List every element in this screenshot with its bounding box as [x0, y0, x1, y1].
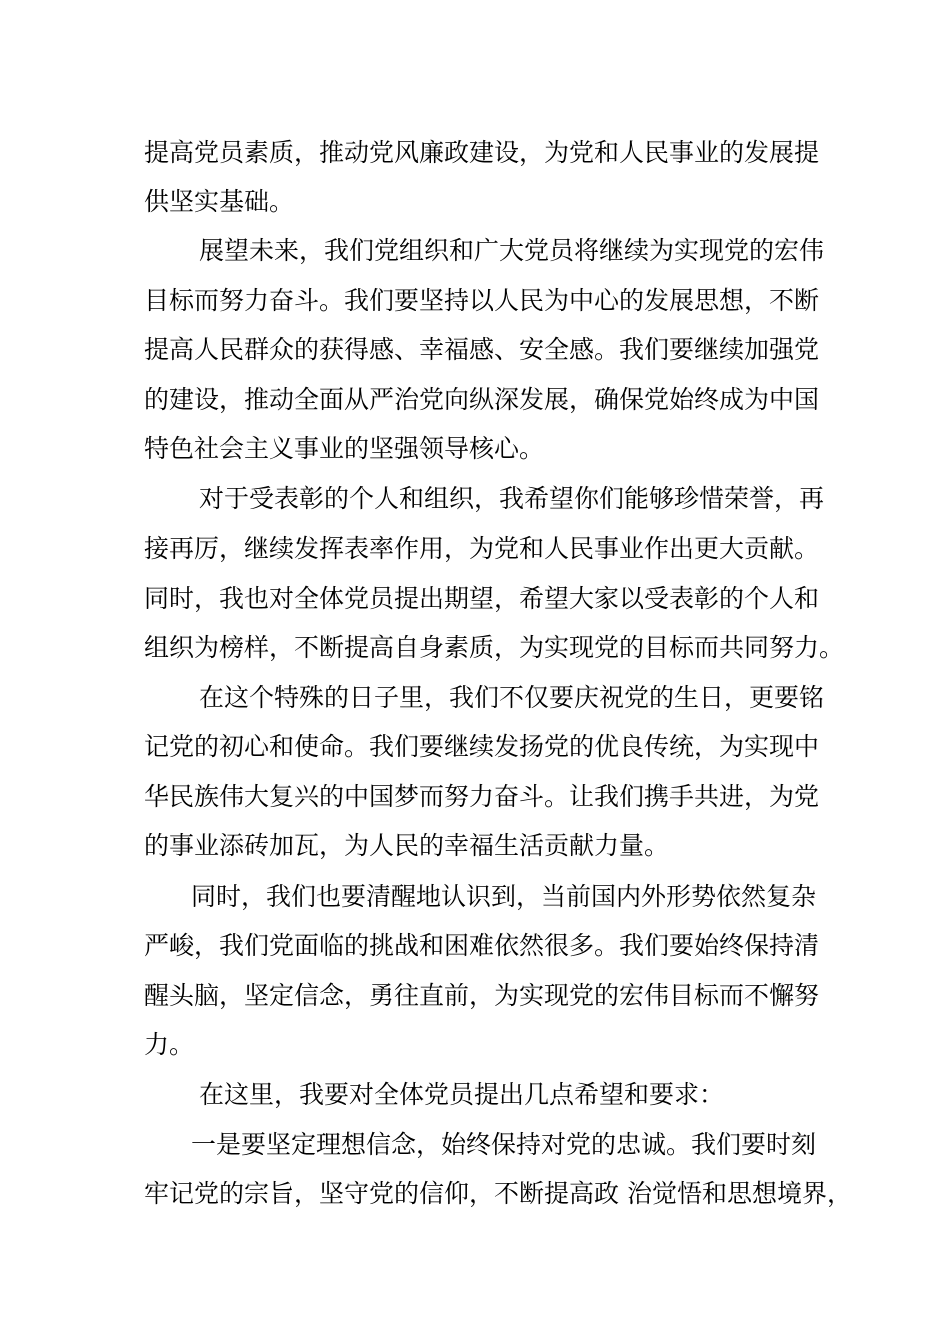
text-line: 记党的初心和使命。我们要继续发扬党的优良传统，为实现中	[144, 732, 820, 761]
text-line: 特色社会主义事业的坚强领导核心。	[144, 434, 545, 463]
text-line: 目标而努力奋斗。我们要坚持以人民为中心的发展思想，不断	[144, 286, 820, 315]
text-line: 牢记党的宗旨，坚守党的信仰，不断提高政 治觉悟和思想境界，	[144, 1179, 852, 1208]
text-line: 供坚实基础。	[144, 187, 295, 216]
text-line: 的事业添砖加瓦，为人民的幸福生活贡献力量。	[144, 831, 670, 860]
text-line: 接再厉，继续发挥表率作用，为党和人民事业作出更大贡献。	[144, 534, 820, 563]
text-line: 严峻，我们党面临的挑战和困难依然很多。我们要始终保持清	[144, 931, 820, 960]
paragraph-first-line: 一是要坚定理想信念，始终保持对党的忠诚。我们要时刻	[191, 1130, 817, 1159]
paragraph-first-line: 在这个特殊的日子里，我们不仅要庆祝党的生日，更要铭	[199, 683, 825, 712]
text-line: 提高人民群众的获得感、幸福感、安全感。我们要继续加强党	[144, 335, 820, 364]
text-line: 组织为榜样，不断提高自身素质，为实现党的目标而共同努力。	[144, 633, 845, 662]
text-line: 力。	[144, 1030, 195, 1059]
paragraph-first-line: 对于受表彰的个人和组织，我希望你们能够珍惜荣誉，再	[199, 484, 825, 513]
text-line: 同时，我也对全体党员提出期望，希望大家以受表彰的个人和	[144, 584, 820, 613]
text-line: 的建设，推动全面从严治党向纵深发展，确保党始终成为中国	[144, 385, 820, 414]
paragraph-first-line: 在这里，我要对全体党员提出几点希望和要求：	[199, 1080, 725, 1109]
text-line: 提高党员素质，推动党风廉政建设，为党和人民事业的发展提	[144, 138, 820, 167]
paragraph-first-line: 同时，我们也要清醒地认识到，当前国内外形势依然复杂	[191, 882, 817, 911]
text-line: 华民族伟大复兴的中国梦而努力奋斗。让我们携手共进，为党	[144, 782, 820, 811]
paragraph-first-line: 展望未来，我们党组织和广大党员将继续为实现党的宏伟	[199, 236, 825, 265]
text-line: 醒头脑，坚定信念，勇往直前，为实现党的宏伟目标而不懈努	[144, 981, 820, 1010]
